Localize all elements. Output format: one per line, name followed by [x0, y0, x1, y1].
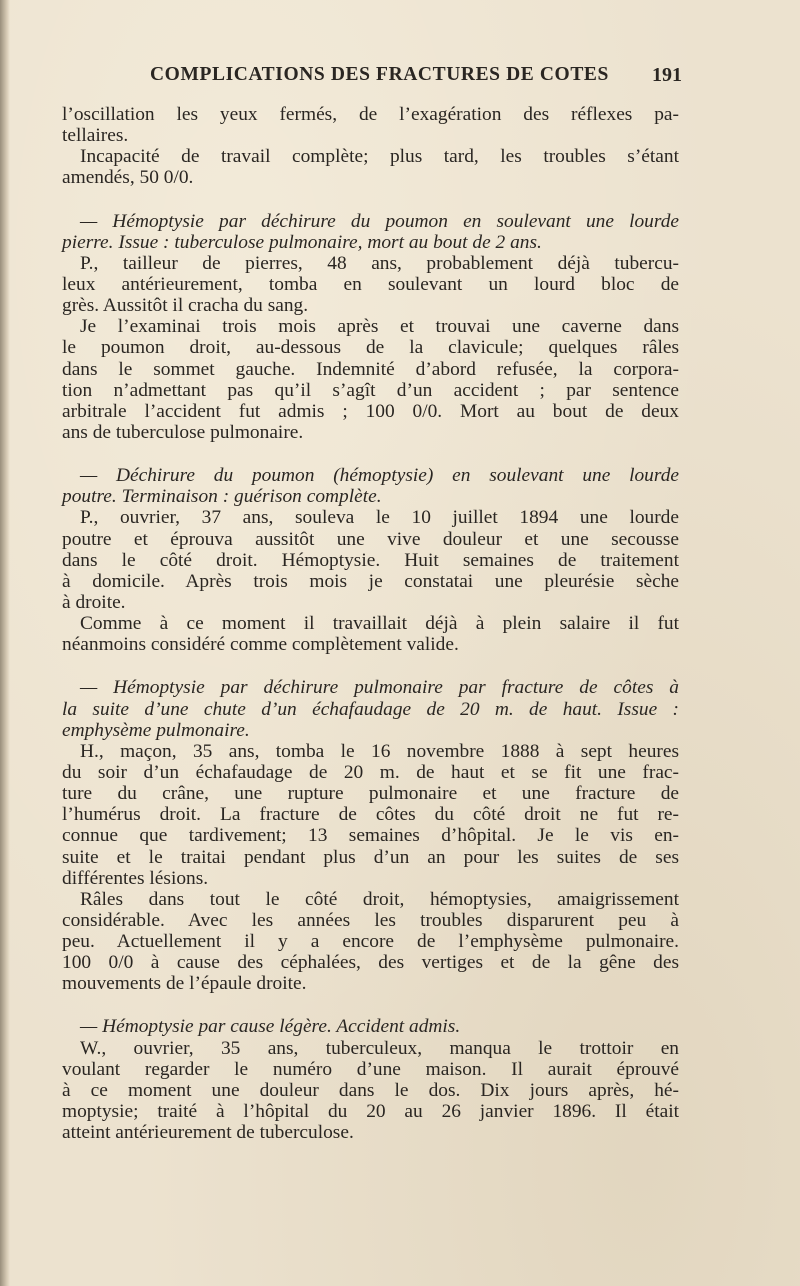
paragraph — [62, 741, 679, 889]
text-line: peu. Actuellement il y a encore de l’emphysème pulmonaire. — [62, 931, 679, 953]
text-line: Je l’examinai trois mois après et trouvai une caverne dans — [80, 316, 679, 338]
case-heading — [62, 211, 679, 253]
case-heading — [62, 1016, 679, 1037]
text-line: P., ouvrier, 37 ans, souleva le 10 juillet 1894 une lourde — [80, 507, 679, 529]
text-line: H., maçon, 35 ans, tomba le 16 novembre 1888 à sept heures — [80, 740, 679, 762]
text-line: Râles dans tout le côté droit, hémoptysies, amaigrissement — [80, 888, 679, 910]
text-line: 100 0/0 à cause des céphalées, des vertiges et de la gêne des — [62, 952, 679, 974]
text-line: suite et le traitai pendant plus d’un an pour les suites de ses — [62, 846, 679, 868]
text-line: ans de tuberculose pulmonaire. — [62, 421, 304, 443]
paragraph — [62, 146, 679, 188]
case-heading — [62, 677, 679, 740]
heading-line: pierre. Issue : tuberculose pulmonaire, mort au bout de 2 ans. — [62, 231, 542, 253]
text-line: tion n’admettant pas qu’il s’agît d’un accident ; par sentence — [62, 379, 679, 401]
text-line: néanmoins considéré comme complètement valide. — [62, 634, 459, 656]
text-line: à ce moment une douleur dans le dos. Dix jours après, hé- — [62, 1079, 679, 1101]
paragraph — [62, 1038, 679, 1144]
paragraph — [62, 104, 679, 146]
text-line: mouvements de l’épaule droite. — [62, 973, 307, 995]
text-line: l’humérus droit. La fracture de côtes du côté droit ne fut re- — [62, 804, 679, 826]
section-gap — [62, 655, 679, 677]
text-line: l’oscillation les yeux fermés, de l’exagération des réflexes pa- — [62, 104, 679, 125]
text-line: amendés, 50 0/0. — [62, 167, 194, 189]
paragraph — [62, 316, 679, 443]
text-line: dans le côté droit. Hémoptysie. Huit semaines de traitement — [62, 549, 679, 571]
heading-line: emphysème pulmonaire. — [62, 719, 250, 741]
text-line: poutre et éprouva aussitôt une vive douleur et une secousse — [62, 528, 679, 550]
paragraph — [62, 507, 679, 613]
heading-line: poutre. Terminaison : guérison complète. — [62, 486, 382, 508]
text-line: moptysie; traité à l’hôpital du 20 au 26 janvier 1896. Il était — [62, 1101, 679, 1123]
paragraph — [62, 253, 679, 316]
text-line: W., ouvrier, 35 ans, tuberculeux, manqua le trottoir en — [80, 1037, 679, 1059]
heading-line: — Hémoptysie par cause légère. Accident admis. — [80, 1016, 461, 1038]
section-gap — [62, 443, 679, 465]
case-heading — [62, 465, 679, 507]
text-line: grès. Aussitôt il cracha du sang. — [62, 295, 309, 317]
section-gap — [62, 189, 679, 211]
text-line: voulant regarder le numéro d’une maison. Il aurait éprouvé — [62, 1058, 679, 1080]
text-line: atteint antérieurement de tuberculose. — [62, 1122, 354, 1144]
text-line: à droite. — [62, 591, 126, 613]
page-body — [62, 104, 679, 1143]
paragraph — [62, 613, 679, 655]
heading-line: la suite d’une chute d’un échafaudage de 20 m. de haut. Issue : — [62, 698, 679, 720]
text-line: le poumon droit, au-dessous de la clavicule; quelques râles — [62, 337, 679, 359]
text-line: arbitrale l’accident fut admis ; 100 0/0. Mort au bout de deux — [62, 400, 679, 422]
text-line: Incapacité de travail complète; plus tard, les troubles s’étant — [80, 146, 679, 168]
text-line: considérable. Avec les années les troubles disparurent peu à — [62, 909, 679, 931]
page-edge-shadow — [0, 0, 10, 1286]
section-gap — [62, 994, 679, 1016]
heading-line: — Déchirure du poumon (hémoptysie) en soulevant une lourde — [80, 465, 679, 487]
text-line: dans le sommet gauche. Indemnité d’abord refusée, la corpora- — [62, 358, 679, 380]
heading-line: — Hémoptysie par déchirure du poumon en soulevant une lourde — [80, 210, 679, 232]
text-line: P., tailleur de pierres, 48 ans, probablement déjà tubercu- — [80, 252, 679, 274]
text-line: tellaires. — [62, 125, 129, 147]
text-line: Comme à ce moment il travaillait déjà à plein salaire il fut — [80, 613, 679, 635]
text-line: ture du crâne, une rupture pulmonaire et une fracture de — [62, 783, 679, 805]
running-header — [150, 64, 682, 90]
running-title: COMPLICATIONS DES FRACTURES DE COTES — [150, 64, 609, 85]
text-line: leux antérieurement, tomba en soulevant un lourd bloc de — [62, 273, 679, 295]
paragraph — [62, 889, 679, 995]
heading-line: — Hémoptysie par déchirure pulmonaire par fracture de côtes à — [80, 677, 679, 699]
text-line: différentes lésions. — [62, 867, 209, 889]
text-line: connue que tardivement; 13 semaines d’hôpital. Je le vis en- — [62, 825, 679, 847]
text-line: à domicile. Après trois mois je constatai une pleurésie sèche — [62, 570, 679, 592]
text-line: du soir d’un échafaudage de 20 m. de haut et se fit une frac- — [62, 761, 679, 783]
page-number: 191 — [652, 64, 682, 86]
